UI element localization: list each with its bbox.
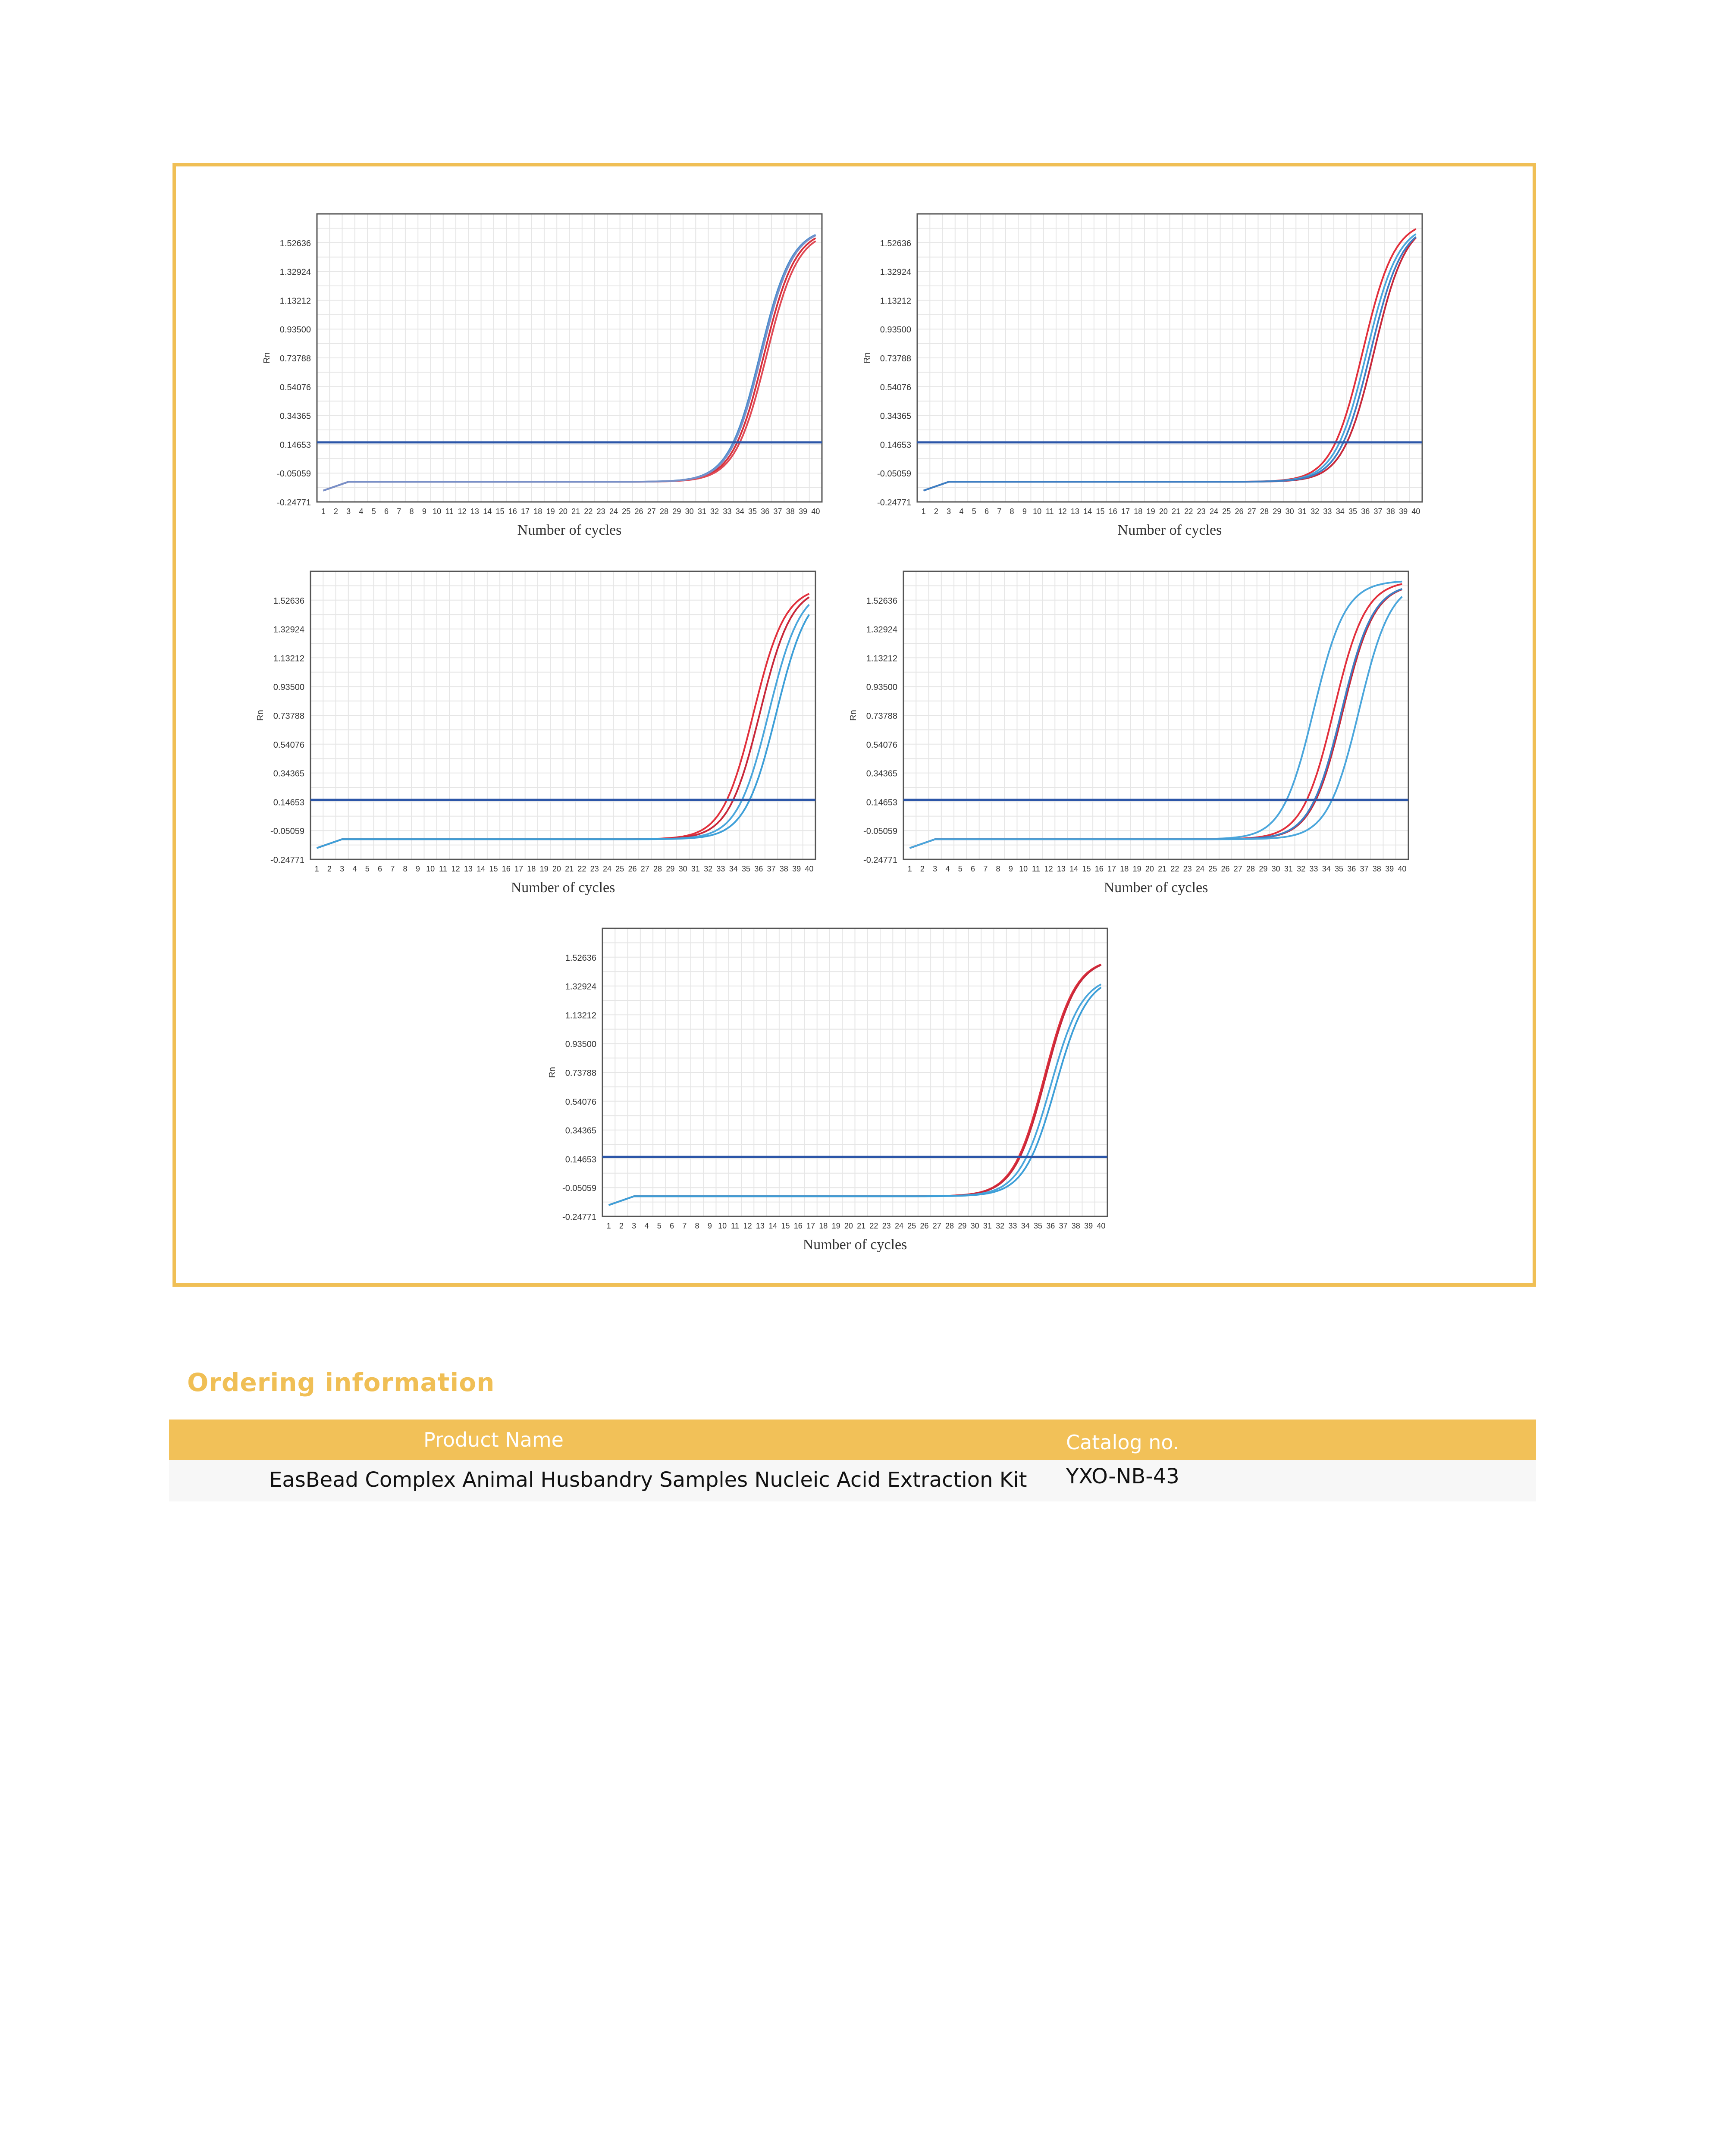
x-tick-label: 2 bbox=[333, 507, 338, 516]
x-tick-label: 17 bbox=[521, 507, 530, 516]
x-tick-label: 11 bbox=[1032, 865, 1040, 873]
x-tick-label: 10 bbox=[1019, 865, 1028, 873]
x-tick-label: 13 bbox=[470, 507, 479, 516]
x-tick-label: 21 bbox=[1172, 507, 1181, 516]
x-tick-label: 23 bbox=[882, 1222, 891, 1230]
x-tick-label: 34 bbox=[735, 507, 744, 516]
x-tick-label: 35 bbox=[1033, 1222, 1043, 1230]
amplification-chart-1 bbox=[259, 205, 835, 545]
x-tick-label: 8 bbox=[1010, 507, 1014, 516]
x-tick-label: 39 bbox=[1385, 865, 1394, 873]
x-tick-label: 33 bbox=[1323, 507, 1332, 516]
x-tick-label: 8 bbox=[996, 865, 1000, 873]
y-tick-label: 1.32924 bbox=[279, 267, 311, 277]
x-tick-label: 40 bbox=[805, 865, 814, 873]
x-tick-label: 24 bbox=[1209, 507, 1218, 516]
x-tick-label: 37 bbox=[773, 507, 782, 516]
x-tick-label: 23 bbox=[1183, 865, 1192, 873]
x-tick-label: 16 bbox=[1108, 507, 1117, 516]
x-tick-label: 29 bbox=[1259, 865, 1268, 873]
x-tick-label: 30 bbox=[1271, 865, 1280, 873]
x-tick-label: 9 bbox=[707, 1222, 712, 1230]
y-tick-label: 0.54076 bbox=[273, 740, 304, 750]
y-tick-label: 1.32924 bbox=[273, 625, 304, 635]
x-tick-label: 15 bbox=[1082, 865, 1091, 873]
x-tick-label: 9 bbox=[415, 865, 420, 873]
x-tick-label: 22 bbox=[1170, 865, 1179, 873]
x-tick-label: 38 bbox=[1372, 865, 1381, 873]
x-tick-label: 24 bbox=[602, 865, 611, 873]
x-tick-label: 17 bbox=[806, 1222, 815, 1230]
x-tick-label: 34 bbox=[1322, 865, 1331, 873]
chart-svg bbox=[859, 205, 1435, 545]
y-tick-label: 0.14653 bbox=[866, 798, 897, 808]
grid bbox=[917, 214, 1422, 502]
x-axis-label: Number of cycles bbox=[517, 522, 622, 538]
x-tick-label: 28 bbox=[945, 1222, 954, 1230]
x-tick-label: 39 bbox=[792, 865, 801, 873]
x-tick-label: 25 bbox=[1222, 507, 1231, 516]
x-tick-label: 37 bbox=[1373, 507, 1383, 516]
y-axis-label: Rn bbox=[256, 710, 265, 721]
x-tick-label: 27 bbox=[1247, 507, 1256, 516]
x-tick-label: 36 bbox=[1361, 507, 1370, 516]
x-tick-label: 19 bbox=[546, 507, 555, 516]
x-tick-label: 13 bbox=[756, 1222, 765, 1230]
y-tick-label: 1.13212 bbox=[880, 296, 911, 306]
amplification-chart-5 bbox=[544, 920, 1120, 1260]
x-tick-label: 36 bbox=[754, 865, 763, 873]
x-tick-label: 3 bbox=[632, 1222, 637, 1230]
x-tick-label: 14 bbox=[1069, 865, 1079, 873]
x-tick-label: 38 bbox=[779, 865, 788, 873]
x-tick-label: 4 bbox=[644, 1222, 649, 1230]
x-tick-label: 22 bbox=[1184, 507, 1193, 516]
x-tick-label: 35 bbox=[748, 507, 757, 516]
x-tick-label: 25 bbox=[1208, 865, 1217, 873]
x-tick-label: 15 bbox=[495, 507, 505, 516]
y-tick-label: 0.73788 bbox=[880, 354, 911, 364]
x-tick-label: 33 bbox=[716, 865, 725, 873]
chart-svg bbox=[259, 205, 835, 545]
x-tick-label: 3 bbox=[933, 865, 938, 873]
x-tick-label: 30 bbox=[678, 865, 687, 873]
x-tick-label: 32 bbox=[1297, 865, 1306, 873]
y-tick-label: 0.54076 bbox=[279, 382, 311, 392]
x-tick-label: 5 bbox=[958, 865, 963, 873]
x-tick-label: 8 bbox=[695, 1222, 699, 1230]
x-tick-label: 18 bbox=[819, 1222, 828, 1230]
x-tick-label: 13 bbox=[1070, 507, 1079, 516]
x-tick-label: 4 bbox=[352, 865, 357, 873]
x-tick-label: 19 bbox=[1146, 507, 1155, 516]
y-tick-label: 0.73788 bbox=[866, 711, 897, 721]
x-tick-label: 31 bbox=[1284, 865, 1293, 873]
x-tick-label: 35 bbox=[1334, 865, 1344, 873]
x-tick-label: 5 bbox=[371, 507, 376, 516]
x-tick-label: 21 bbox=[565, 865, 574, 873]
x-tick-label: 31 bbox=[691, 865, 700, 873]
x-tick-label: 30 bbox=[970, 1222, 979, 1230]
x-tick-label: 6 bbox=[384, 507, 389, 516]
x-tick-label: 21 bbox=[1158, 865, 1167, 873]
x-tick-label: 12 bbox=[1058, 507, 1067, 516]
x-tick-label: 7 bbox=[997, 507, 1002, 516]
x-tick-label: 31 bbox=[697, 507, 706, 516]
x-tick-label: 4 bbox=[359, 507, 364, 516]
x-tick-label: 40 bbox=[1097, 1222, 1106, 1230]
x-tick-label: 2 bbox=[327, 865, 332, 873]
y-tick-label: 1.13212 bbox=[565, 1011, 596, 1021]
x-tick-label: 40 bbox=[1398, 865, 1407, 873]
x-tick-label: 5 bbox=[972, 507, 976, 516]
y-tick-label: -0.24771 bbox=[877, 498, 911, 508]
x-tick-label: 27 bbox=[647, 507, 656, 516]
y-axis-label: Rn bbox=[548, 1067, 557, 1078]
x-tick-label: 10 bbox=[718, 1222, 727, 1230]
x-tick-label: 12 bbox=[458, 507, 467, 516]
x-tick-label: 29 bbox=[1273, 507, 1282, 516]
x-tick-label: 15 bbox=[489, 865, 498, 873]
x-tick-label: 13 bbox=[464, 865, 473, 873]
x-tick-label: 9 bbox=[1008, 865, 1013, 873]
x-tick-label: 22 bbox=[869, 1222, 878, 1230]
x-tick-label: 14 bbox=[477, 865, 486, 873]
x-tick-label: 36 bbox=[1347, 865, 1356, 873]
x-tick-label: 26 bbox=[1221, 865, 1230, 873]
y-tick-label: 0.73788 bbox=[565, 1069, 596, 1078]
x-tick-label: 11 bbox=[731, 1222, 739, 1230]
y-tick-label: 1.52636 bbox=[565, 953, 596, 963]
x-tick-label: 27 bbox=[640, 865, 649, 873]
x-tick-label: 18 bbox=[527, 865, 536, 873]
x-tick-label: 20 bbox=[552, 865, 561, 873]
y-tick-label: 1.13212 bbox=[279, 296, 311, 306]
y-tick-label: -0.24771 bbox=[562, 1213, 596, 1222]
x-tick-label: 22 bbox=[584, 507, 593, 516]
x-tick-label: 3 bbox=[340, 865, 345, 873]
x-tick-label: 6 bbox=[378, 865, 383, 873]
x-tick-label: 26 bbox=[634, 507, 643, 516]
x-tick-label: 6 bbox=[670, 1222, 674, 1230]
x-axis-label: Number of cycles bbox=[803, 1237, 907, 1253]
x-tick-label: 28 bbox=[1246, 865, 1255, 873]
x-tick-label: 24 bbox=[1195, 865, 1204, 873]
x-tick-label: 4 bbox=[945, 865, 950, 873]
x-tick-label: 24 bbox=[609, 507, 618, 516]
y-tick-label: 0.14653 bbox=[273, 798, 304, 808]
x-tick-label: 5 bbox=[657, 1222, 662, 1230]
y-tick-label: 0.73788 bbox=[279, 354, 311, 364]
y-tick-label: 1.32924 bbox=[880, 267, 911, 277]
x-tick-label: 18 bbox=[533, 507, 542, 516]
grid bbox=[317, 214, 822, 502]
chart-svg bbox=[544, 920, 1120, 1260]
x-tick-label: 21 bbox=[571, 507, 580, 516]
x-tick-label: 1 bbox=[321, 507, 326, 516]
y-tick-label: 0.73788 bbox=[273, 711, 304, 721]
x-tick-label: 12 bbox=[451, 865, 460, 873]
x-tick-label: 40 bbox=[811, 507, 820, 516]
x-tick-label: 28 bbox=[660, 507, 669, 516]
x-tick-label: 22 bbox=[577, 865, 586, 873]
x-tick-label: 37 bbox=[767, 865, 776, 873]
x-tick-label: 16 bbox=[502, 865, 511, 873]
x-tick-label: 1 bbox=[314, 865, 319, 873]
y-tick-label: -0.05059 bbox=[863, 827, 897, 837]
x-tick-label: 39 bbox=[1084, 1222, 1093, 1230]
x-tick-label: 15 bbox=[781, 1222, 790, 1230]
y-tick-label: 0.54076 bbox=[565, 1097, 596, 1107]
x-tick-label: 25 bbox=[615, 865, 624, 873]
x-tick-label: 34 bbox=[1021, 1222, 1030, 1230]
x-tick-label: 18 bbox=[1134, 507, 1143, 516]
x-tick-label: 27 bbox=[932, 1222, 941, 1230]
y-tick-label: 0.14653 bbox=[565, 1155, 596, 1165]
y-tick-label: 0.93500 bbox=[880, 325, 911, 335]
y-tick-label: 1.52636 bbox=[880, 238, 911, 248]
header-catalog-no: Catalog no. bbox=[1066, 1431, 1179, 1454]
x-tick-label: 23 bbox=[596, 507, 605, 516]
y-tick-label: 0.54076 bbox=[880, 382, 911, 392]
x-tick-label: 31 bbox=[983, 1222, 992, 1230]
x-tick-label: 25 bbox=[622, 507, 631, 516]
x-tick-label: 28 bbox=[1260, 507, 1269, 516]
x-tick-label: 36 bbox=[1046, 1222, 1055, 1230]
x-tick-label: 35 bbox=[741, 865, 751, 873]
x-tick-label: 33 bbox=[1309, 865, 1318, 873]
y-tick-label: 0.34365 bbox=[880, 411, 911, 421]
x-axis-label: Number of cycles bbox=[1104, 880, 1208, 896]
y-tick-label: -0.05059 bbox=[562, 1184, 596, 1194]
x-tick-label: 17 bbox=[1107, 865, 1116, 873]
x-tick-label: 32 bbox=[704, 865, 713, 873]
x-tick-label: 15 bbox=[1096, 507, 1105, 516]
x-tick-label: 10 bbox=[426, 865, 435, 873]
x-tick-label: 7 bbox=[983, 865, 988, 873]
ordering-table-header bbox=[169, 1420, 1536, 1460]
y-tick-label: 1.32924 bbox=[565, 982, 596, 992]
x-tick-label: 10 bbox=[433, 507, 442, 516]
y-tick-label: -0.24771 bbox=[277, 498, 311, 508]
x-tick-label: 17 bbox=[1121, 507, 1130, 516]
x-tick-label: 14 bbox=[768, 1222, 778, 1230]
x-tick-label: 33 bbox=[1008, 1222, 1017, 1230]
y-axis-label: Rn bbox=[262, 352, 272, 364]
x-tick-label: 20 bbox=[1145, 865, 1154, 873]
x-tick-label: 9 bbox=[422, 507, 426, 516]
x-tick-label: 8 bbox=[409, 507, 414, 516]
y-tick-label: 0.34365 bbox=[565, 1126, 596, 1136]
x-tick-label: 12 bbox=[743, 1222, 752, 1230]
y-tick-label: 0.34365 bbox=[866, 769, 897, 779]
x-tick-label: 23 bbox=[590, 865, 599, 873]
x-tick-label: 6 bbox=[985, 507, 989, 516]
y-tick-label: 0.93500 bbox=[273, 683, 304, 693]
x-tick-label: 32 bbox=[710, 507, 719, 516]
ordering-table bbox=[169, 1420, 1536, 1501]
x-tick-label: 4 bbox=[959, 507, 964, 516]
x-tick-label: 29 bbox=[672, 507, 681, 516]
x-tick-label: 16 bbox=[793, 1222, 803, 1230]
x-tick-label: 19 bbox=[539, 865, 549, 873]
y-tick-label: 1.13212 bbox=[866, 654, 897, 664]
x-tick-label: 1 bbox=[907, 865, 912, 873]
chart-svg bbox=[845, 563, 1421, 903]
x-tick-label: 32 bbox=[1311, 507, 1320, 516]
y-tick-label: -0.24771 bbox=[863, 856, 897, 865]
x-tick-label: 11 bbox=[445, 507, 454, 516]
y-tick-label: 0.14653 bbox=[279, 440, 311, 450]
x-tick-label: 20 bbox=[844, 1222, 853, 1230]
x-tick-label: 26 bbox=[628, 865, 637, 873]
x-tick-label: 20 bbox=[1159, 507, 1168, 516]
x-tick-label: 18 bbox=[1120, 865, 1129, 873]
x-axis-label: Number of cycles bbox=[1117, 522, 1222, 538]
y-tick-label: 1.52636 bbox=[866, 596, 897, 606]
x-tick-label: 26 bbox=[920, 1222, 929, 1230]
x-tick-label: 1 bbox=[606, 1222, 611, 1230]
x-tick-label: 21 bbox=[857, 1222, 866, 1230]
y-tick-label: 1.52636 bbox=[279, 238, 311, 248]
x-tick-label: 34 bbox=[729, 865, 738, 873]
y-tick-label: 0.34365 bbox=[279, 411, 311, 421]
x-tick-label: 20 bbox=[558, 507, 568, 516]
y-tick-label: 0.93500 bbox=[866, 683, 897, 693]
y-tick-label: 1.13212 bbox=[273, 654, 304, 664]
y-tick-label: -0.24771 bbox=[270, 856, 304, 865]
x-tick-label: 37 bbox=[1360, 865, 1369, 873]
x-tick-label: 30 bbox=[685, 507, 694, 516]
x-tick-label: 40 bbox=[1411, 507, 1420, 516]
x-tick-label: 17 bbox=[514, 865, 524, 873]
x-tick-label: 19 bbox=[831, 1222, 840, 1230]
x-tick-label: 37 bbox=[1059, 1222, 1068, 1230]
x-tick-label: 36 bbox=[761, 507, 770, 516]
x-tick-label: 28 bbox=[653, 865, 662, 873]
y-tick-label: 0.34365 bbox=[273, 769, 304, 779]
y-tick-label: -0.05059 bbox=[270, 827, 304, 837]
amplification-chart-4 bbox=[845, 563, 1421, 903]
y-tick-label: 0.14653 bbox=[880, 440, 911, 450]
x-tick-label: 8 bbox=[403, 865, 408, 873]
x-tick-label: 14 bbox=[483, 507, 492, 516]
y-tick-label: 0.93500 bbox=[565, 1040, 596, 1050]
x-tick-label: 30 bbox=[1285, 507, 1294, 516]
x-tick-label: 11 bbox=[1046, 507, 1054, 516]
x-tick-label: 14 bbox=[1083, 507, 1092, 516]
x-tick-label: 29 bbox=[958, 1222, 967, 1230]
x-tick-label: 12 bbox=[1044, 865, 1053, 873]
x-tick-label: 2 bbox=[920, 865, 925, 873]
x-tick-label: 32 bbox=[996, 1222, 1005, 1230]
y-tick-label: 0.93500 bbox=[279, 325, 311, 335]
y-tick-label: 1.32924 bbox=[866, 625, 897, 635]
x-tick-label: 38 bbox=[1071, 1222, 1080, 1230]
x-tick-label: 25 bbox=[907, 1222, 916, 1230]
catalog-no-cell: YXO-NB-43 bbox=[1066, 1464, 1179, 1489]
x-tick-label: 3 bbox=[346, 507, 351, 516]
y-tick-label: 0.54076 bbox=[866, 740, 897, 750]
x-tick-label: 29 bbox=[666, 865, 675, 873]
x-tick-label: 1 bbox=[921, 507, 926, 516]
y-tick-label: -0.05059 bbox=[277, 469, 311, 479]
amplification-chart-2 bbox=[859, 205, 1435, 545]
chart-svg bbox=[252, 563, 828, 903]
x-tick-label: 34 bbox=[1336, 507, 1345, 516]
x-tick-label: 39 bbox=[799, 507, 808, 516]
x-tick-label: 16 bbox=[1094, 865, 1104, 873]
x-tick-label: 6 bbox=[971, 865, 975, 873]
x-axis-label: Number of cycles bbox=[511, 880, 615, 896]
x-tick-label: 38 bbox=[1386, 507, 1395, 516]
x-tick-label: 7 bbox=[390, 865, 395, 873]
x-tick-label: 39 bbox=[1399, 507, 1408, 516]
x-tick-label: 38 bbox=[786, 507, 795, 516]
x-tick-label: 2 bbox=[619, 1222, 624, 1230]
amplification-chart-3 bbox=[252, 563, 828, 903]
x-tick-label: 11 bbox=[439, 865, 447, 873]
x-tick-label: 33 bbox=[723, 507, 732, 516]
x-tick-label: 31 bbox=[1298, 507, 1307, 516]
x-tick-label: 7 bbox=[397, 507, 401, 516]
x-tick-label: 27 bbox=[1233, 865, 1242, 873]
x-tick-label: 10 bbox=[1033, 507, 1042, 516]
x-tick-label: 5 bbox=[365, 865, 370, 873]
x-tick-label: 23 bbox=[1197, 507, 1206, 516]
x-tick-label: 19 bbox=[1132, 865, 1141, 873]
x-tick-label: 3 bbox=[947, 507, 951, 516]
x-tick-label: 2 bbox=[934, 507, 938, 516]
grid bbox=[602, 928, 1107, 1216]
y-tick-label: 1.52636 bbox=[273, 596, 304, 606]
x-tick-label: 9 bbox=[1022, 507, 1027, 516]
x-tick-label: 13 bbox=[1057, 865, 1066, 873]
x-tick-label: 26 bbox=[1235, 507, 1244, 516]
header-product-name: Product Name bbox=[423, 1428, 564, 1451]
y-tick-label: -0.05059 bbox=[877, 469, 911, 479]
x-tick-label: 35 bbox=[1348, 507, 1358, 516]
y-axis-label: Rn bbox=[862, 352, 872, 364]
ordering-information-title: Ordering information bbox=[187, 1368, 495, 1397]
table-row bbox=[169, 1460, 1536, 1501]
y-axis-label: Rn bbox=[849, 710, 858, 721]
x-tick-label: 7 bbox=[682, 1222, 687, 1230]
x-tick-label: 16 bbox=[508, 507, 517, 516]
product-name-cell: EasBead Complex Animal Husbandry Samples Nucleic Acid Extraction Kit bbox=[269, 1468, 1027, 1492]
x-tick-label: 24 bbox=[894, 1222, 903, 1230]
